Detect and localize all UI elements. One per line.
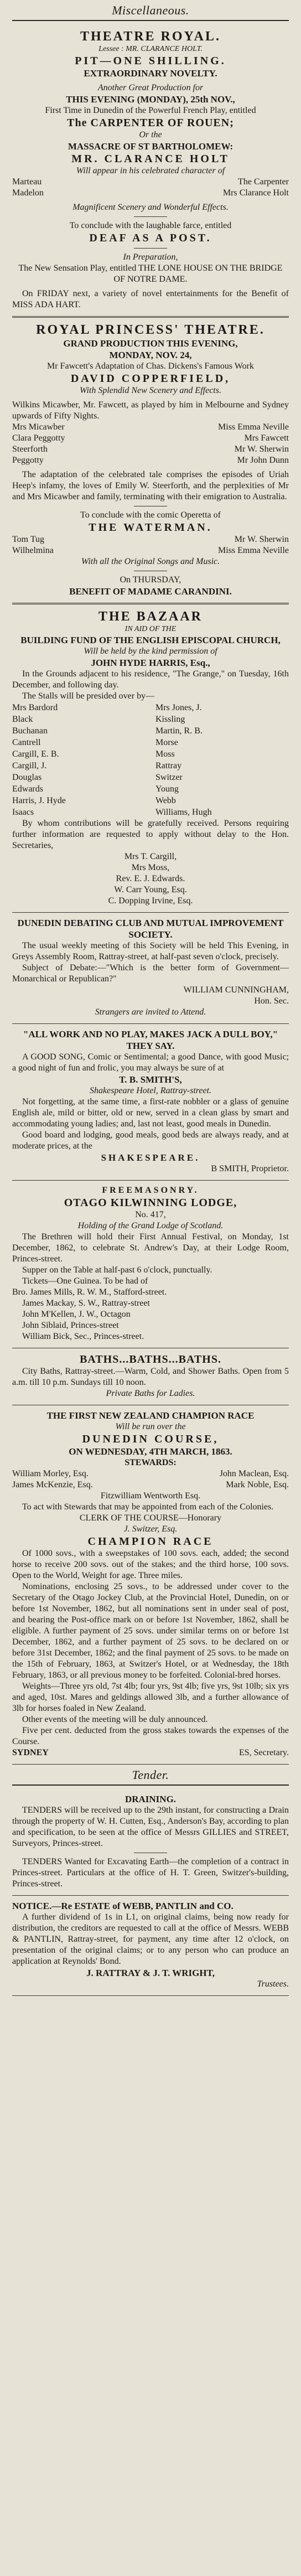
farce-title: DEAF AS A POST. xyxy=(89,232,212,244)
cast-row: Tom Tug Mr W. Sherwin xyxy=(12,535,289,544)
cast-row: Marteau The Carpenter xyxy=(12,177,289,187)
race-signature xyxy=(12,1747,289,1758)
steward-wentworth: Fitzwilliam Wentworth Esq. xyxy=(100,1491,201,1501)
cast-row: Madelon Mrs Clarance Holt xyxy=(12,188,289,198)
this-evening: THIS EVENING (MONDAY), 25th NOV., xyxy=(66,94,235,105)
cast-row: Steerforth Mr W. Sherwin xyxy=(12,444,289,454)
secretary-name: C. Dopping Irvine, Esq. xyxy=(108,896,193,906)
debating-title: DUNEDIN DEBATING CLUB AND MUTUAL IMPROVEMENT SOCIETY. xyxy=(17,918,284,940)
held-by-permission: Will be held by the kind permission of xyxy=(84,646,217,656)
race-conditions: Of 1000 sovs., with a sweepstakes of 100 sovs. each, added; the second horse to receive 200 sovs. out of the stakes; and the third horse, 100 sovs. Open to the World, Weight for age. Three miles. xyxy=(12,1549,289,1580)
race-weights: Weights—Three yrs old, 7st 4lb; four yrs, 9st 4lb; five yrs, 9st 10lb; six yrs and aged, 10st. Mares and geldings allowed 3lb, and a further allowance of 3lb for horses foaled in New Zealand. xyxy=(12,1682,289,1713)
notice-signers: J. RATTRAY & J. T. WRIGHT, xyxy=(86,1968,215,1978)
other-events: Other events of the meeting will be duly announced. xyxy=(22,1715,208,1724)
brother-name: William Bick, Sec., Princes-street. xyxy=(22,1332,144,1341)
freemasonry-ad xyxy=(12,1181,289,1348)
stewards-row: James McKenzie, Esq. Mark Noble, Esq. xyxy=(12,1480,289,1489)
supper-note: Supper on the Table at half-past 6 o'clock, punctually. xyxy=(22,1265,212,1275)
notice-trustees: Trustees. xyxy=(257,1979,289,1989)
conclude-operetta: To conclude with the comic Operetta of xyxy=(80,510,221,520)
stewards-label: STEWARDS: xyxy=(124,1458,177,1467)
princess-date: MONDAY, NOV. 24, xyxy=(109,350,192,360)
contributions-note: By whom contributions will be gratefully received. Persons requiring further information are requested to apply without delay to the Hon. Secretaries, xyxy=(12,819,289,850)
notice-title: NOTICE.—Re ESTATE of WEBB, PANTLIN and CO. xyxy=(12,1901,233,1911)
stewards-act: To act with Stewards that may be appointed from each of the Colonies. xyxy=(22,1502,274,1512)
brother-name: James Mackay, S. W., Rattray-street xyxy=(22,1299,150,1308)
debating-secretary: WILLIAM CUNNINGHAM, xyxy=(183,985,289,995)
cast-intro: Wilkins Micawber, Mr. Fawcett, as played by him in Melbourne and Sydney upwards of Fifty Nights. xyxy=(12,400,289,421)
pit-price: PIT—ONE SHILLING. xyxy=(75,55,226,67)
draining-title: DRAINING. xyxy=(124,1794,177,1804)
cast-row: Mrs Micawber Miss Emma Neville xyxy=(12,422,289,432)
lodge-title: OTAGO KILWINNING LODGE, xyxy=(64,1197,237,1209)
race-title: THE FIRST NEW ZEALAND CHAMPION RACE xyxy=(46,1410,255,1421)
notice-text: A further dividend of 1s in L1, on original claims, being now ready for distribution, the creditors are requested to call at the office of Messrs. WEBB & PANTLIN, Rattray-street, for payment, any time after 12 o'clock, on presentation of the original claims; or to any person who can produce an application at Reynolds' Bond. xyxy=(12,1912,289,1966)
secretary-name: Mrs Moss, xyxy=(131,863,170,872)
tickets-note: Tickets—One Guinea. To be had of xyxy=(22,1276,148,1286)
grand-production: GRAND PRODUCTION THIS EVENING, xyxy=(63,338,238,349)
run-over: Will be run over the xyxy=(115,1422,186,1431)
signer-name: SYDNEY xyxy=(12,1748,49,1757)
shakespeare-proprietor: B SMITH, Proprietor. xyxy=(211,1164,289,1173)
original-songs: With all the Original Songs and Music. xyxy=(81,557,220,566)
brother-name: John M'Kellen, J. W., Octagon xyxy=(22,1310,131,1319)
first-time: First Time in Dunedin of the Powerful French Play, entitled xyxy=(45,106,256,115)
extraordinary-novelty: EXTRAORDINARY NOVELTY. xyxy=(84,68,217,79)
another-production: Another Great Production for xyxy=(97,83,204,92)
waterman-title: THE WATERMAN. xyxy=(89,521,212,534)
t-b-smith: T. B. SMITH'S, xyxy=(119,1074,182,1085)
estate-notice xyxy=(12,1896,289,1996)
lodge-holding: Holding of the Grand Lodge of Scotland. xyxy=(77,1221,224,1230)
race-date: ON WEDNESDAY, 4TH MARCH, 1863. xyxy=(69,1446,232,1457)
freemasonry-label: FREEMASONRY. xyxy=(102,1186,199,1195)
lessee: Lessee : MR. CLARANCE HOLT. xyxy=(98,45,203,53)
in-aid-of: IN AID OF THE xyxy=(124,625,177,633)
draining-text: TENDERS will be received up to the 29th instant, for constructing a Drain through the property of W. H. Cutten, Esq., Anderson's Bay, according to plan and specification, to be seen at the office of Messrs GILLIES and STREET, Surveyors, Princes-street. xyxy=(12,1806,289,1848)
bazaar-grounds: In the Grounds adjacent to his residence, "The Grange," on Tuesday, 16th December, and following day. xyxy=(12,669,289,690)
cast-row: Wilhelmina Miss Emma Neville xyxy=(12,546,289,555)
strangers-invited: Strangers are invited to Attend. xyxy=(95,1007,206,1017)
splendid-scenery: With Splendid New Scenery and Effects. xyxy=(80,386,221,395)
baths-ladies: Private Baths for Ladies. xyxy=(106,1389,195,1398)
or-the: Or the xyxy=(139,130,162,139)
conclude-farce: To conclude with the laughable farce, entitled xyxy=(69,221,232,230)
theatre-royal-ad xyxy=(12,24,289,318)
fawcett-adaptation: Mr Fawcett's Adaptation of Chas. Dickens's Famous Work xyxy=(47,361,254,371)
will-appear: Will appear in his celebrated character of xyxy=(76,166,225,175)
race-nominations: Nominations, enclosing 25 sovs., to be addressed under cover to the Secretary of the Otago Jockey Club, at the Provincial Hotel, Dunedin, on or before 1st November, 1862, but all nominations sent in under seal of post, and bearing the Post-office mark on or before 1st November, 1862, shall be eligible. A further payment of 25 sovs. under similar terms on or before 1st December, 1862, and a further payment of 25 sovs. to be declared on or before 31st December, 1862; and the final payment of 25 sovs. to be made on the 15th of February, 1863, at Switzer's Hotel, or at Wednesday, the 18th February, 1863, or all previous money to be forfeited. Colonial-bred horses. xyxy=(12,1582,289,1680)
lodge-number: No. 417, xyxy=(135,1210,166,1219)
princess-title: ROYAL PRINCESS' THEATRE. xyxy=(36,323,265,337)
dunedin-course: DUNEDIN COURSE, xyxy=(82,1433,219,1445)
shakespeare-text3: Good board and lodging, good meals, good beds are always ready, and at moderate prices, at the xyxy=(12,1130,289,1151)
signer-title: ES, Secretary. xyxy=(238,1748,289,1757)
secretary-name: W. Carr Young, Esq. xyxy=(114,885,187,894)
play-subtitle-massacre: MASSACRE OF ST BARTHOLOMEW: xyxy=(68,141,233,152)
shakespeare-text2: Not forgetting, at the same time, a first-rate nobbler or a glass of genuine English ale, mild or bitter, old or new, served in a clean glass by smart and accommodating young ladies; and, last not least, good meals in Dunedin. xyxy=(12,1097,289,1129)
in-preparation-label: In Preparation, xyxy=(123,252,178,262)
shakespeare-name: SHAKESPEARE. xyxy=(101,1152,200,1163)
brother-name: John Siblaid, Princes-street xyxy=(22,1321,119,1330)
shakespeare-title: "ALL WORK AND NO PLAY, MAKES JACK A DULL BOY," THEY SAY. xyxy=(23,1029,278,1051)
deduction-note: Five per cent. deducted from the gross stakes towards the expenses of the Course. xyxy=(12,1726,289,1746)
baths-ad xyxy=(12,1348,289,1405)
bazaar-ad xyxy=(12,604,289,913)
actor-clarance-holt: MR. CLARANCE HOLT xyxy=(71,153,230,165)
in-preparation-text: The New Sensation Play, entitled THE LONE HOUSE ON THE BRIDGE OF NOTRE DAME. xyxy=(18,263,283,284)
secretary-name: Rev. E. J. Edwards. xyxy=(116,874,185,883)
debating-sec-title: Hon. Sec. xyxy=(254,996,289,1006)
section-header: Miscellaneous. xyxy=(12,3,289,21)
tender-header: Tender. xyxy=(12,1768,289,1786)
clerk-name: J. Switzer, Esq. xyxy=(123,1524,178,1534)
david-copperfield: DAVID COPPERFIELD, xyxy=(70,373,231,385)
baths-text: City Baths, Rattray-street.—Warm, Cold, and Shower Baths. Open from 5 a.m. till 10 p.m. Sundays till 10 noon. xyxy=(12,1367,289,1387)
cast-row: Clara Peggotty Mrs Fawcett xyxy=(12,433,289,443)
festival-text: The Brethren will hold their First Annual Festival, on Monday, 1st December, 1862, to celebrate St. Andrew's Day, at their Lodge Room, Princes-street. xyxy=(12,1232,289,1264)
champion-race-ad xyxy=(12,1405,289,1765)
benefit-carandini: BENEFIT OF MADAME CARANDINI. xyxy=(69,586,232,597)
shakespeare-text1: A GOOD SONG, Comic or Sentimental; a good Dance, with good Music; a good night of fun and frolic, you may always be sure of at xyxy=(12,1052,289,1073)
cast-row: Peggotty Mr John Dunn xyxy=(12,456,289,465)
friday-benefit: On FRIDAY next, a variety of novel entertainments for the Benefit of MISS ADA HART. xyxy=(12,289,289,309)
john-hyde-harris: JOHN HYDE HARRIS, Esq., xyxy=(91,658,210,668)
brother-name: Bro. James Mills, R. W. M., Stafford-street. xyxy=(12,1287,167,1297)
scenery-note: Magnificent Scenery and Wonderful Effects. xyxy=(72,203,229,212)
clerk-of-course: CLERK OF THE COURSE—Honorary xyxy=(79,1513,222,1523)
adaptation-description: The adaptation of the celebrated tale comprises the episodes of Uriah Heep's infamy, the loves of Emily W. Steerforth, and the perplexities of Mr and Mrs Micawber and family, terminating with their emigration to Australia. xyxy=(12,470,289,501)
excavating-text: TENDERS Wanted for Excavating Earth—the completion of a contract in Princes-street. Particulars at the office of H. T. Green, Switzer's-building, Princes-street. xyxy=(12,1857,289,1889)
hotel-address: Shakespeare Hotel, Rattray-street. xyxy=(89,1086,212,1095)
shakespeare-hotel-ad xyxy=(12,1024,289,1181)
baths-title: BATHS...BATHS...BATHS. xyxy=(80,1353,221,1365)
draining-tender xyxy=(12,1789,289,1896)
bazaar-title: THE BAZAAR xyxy=(98,609,203,624)
champion-race-heading: CHAMPION RACE xyxy=(87,1535,214,1548)
stalls-intro: The Stalls will be presided over by— xyxy=(22,691,155,701)
secretary-name: Mrs T. Cargill, xyxy=(124,852,177,861)
debating-text: The usual weekly meeting of this Society will be held This Evening, in Greys Assembly Room, Rattray-street, at half-past seven o'clock, precisely. xyxy=(12,941,289,961)
debating-club-ad xyxy=(12,913,289,1024)
building-fund: BUILDING FUND OF THE ENGLISH EPISCOPAL CHURCH, xyxy=(20,635,281,645)
play-title-carpenter: The CARPENTER OF ROUEN; xyxy=(67,117,234,129)
debate-subject: Subject of Debate:—"Which is the better form of Government—Monarchical or Republican?" xyxy=(12,963,289,984)
theatre-royal-title: THEATRE ROYAL. xyxy=(80,29,221,44)
princess-theatre-ad xyxy=(12,318,289,604)
stall-ladies-list: Mrs Bardord Mrs Jones, J. Black Kissling Buchanan Martin, R. B. Cantrell Morse Cargill, E. B. Moss Cargill, J. Rattray Douglas Switzer Edwards Young Harris, J. Hyde Webb Isaacs Williams, Hugh xyxy=(12,703,212,817)
on-thursday: On THURSDAY, xyxy=(120,575,181,584)
stewards-row: William Morley, Esq. John Maclean, Esq. xyxy=(12,1469,289,1478)
